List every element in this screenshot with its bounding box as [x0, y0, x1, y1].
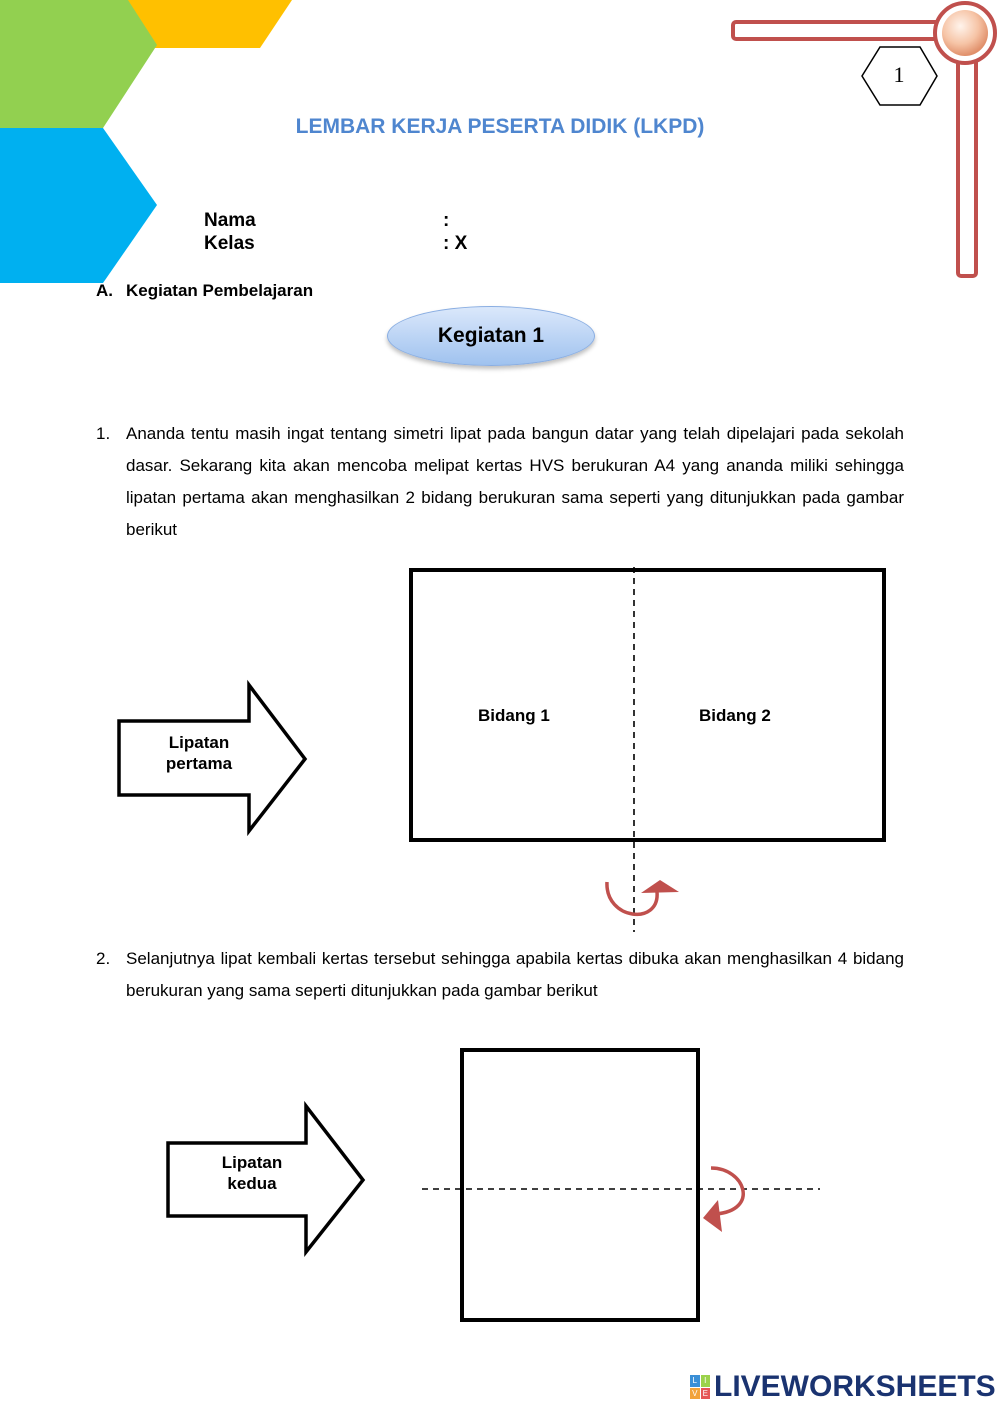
fold-1-rotation-arrow: [607, 880, 679, 914]
deco-green-shape: [0, 0, 157, 128]
liveworksheets-text: LIVEWORKSHEETS: [714, 1370, 996, 1403]
instruction-item-2: [96, 943, 904, 1007]
field-label-kelas: Kelas: [204, 233, 255, 254]
region-label-bidang-1: Bidang 1: [478, 706, 550, 725]
fold-2-label-line-1: Lipatan: [221, 1153, 283, 1172]
section-letter: A.: [96, 281, 113, 300]
fold-2-rotation-arrow: [703, 1168, 743, 1232]
fold-1-label-line-2: pertama: [165, 754, 233, 773]
item-text: Ananda tentu masih ingat tentang simetri lipat pada bangun datar yang telah dipelajari pada sekolah dasar. Sekarang kita akan mencoba melipat kertas HVS berukuran A4 yang ananda miliki sehingga lipatan pertama akan menghasilkan 2 bidang berukuran sama seperti yang ditunjukkan pada gambar berikut: [126, 424, 904, 539]
paper-second-fold: [462, 1050, 698, 1320]
page-title: LEMBAR KERJA PESERTA DIDIK (LKPD): [295, 115, 705, 138]
paper-first-fold: [411, 570, 884, 840]
page-number: 1: [893, 62, 905, 87]
fold-1-arrow-label: [140, 732, 258, 774]
fold-2-label-line-2: kedua: [227, 1174, 277, 1193]
item-text: Selanjutnya lipat kembali kertas tersebut sehingga apabila kertas dibuka akan menghasilkan 4 bidang berukuran yang sama seperti ditunjukkan pada gambar berikut: [126, 949, 904, 1000]
corner-frame-decoration: [733, 3, 995, 276]
field-label-nama: Nama: [204, 210, 256, 231]
item-number: 1.: [96, 424, 111, 443]
liveworksheets-logo-icon: L I V E: [690, 1375, 710, 1399]
region-label-bidang-2: Bidang 2: [699, 706, 771, 725]
liveworksheets-brand[interactable]: [690, 1370, 996, 1404]
fold-1-label-line-1: Lipatan: [168, 733, 230, 752]
section-title: Kegiatan Pembelajaran: [126, 281, 314, 300]
fold-2-arrow-label: [192, 1152, 312, 1194]
field-value-nama: :: [443, 210, 450, 231]
section-heading: [96, 281, 313, 301]
item-number: 2.: [96, 949, 111, 968]
field-value-kelas: : X: [443, 233, 468, 254]
instruction-item-1: [96, 418, 904, 546]
activity-badge: Kegiatan 1: [387, 306, 595, 366]
deco-cyan-shape: [0, 128, 157, 283]
